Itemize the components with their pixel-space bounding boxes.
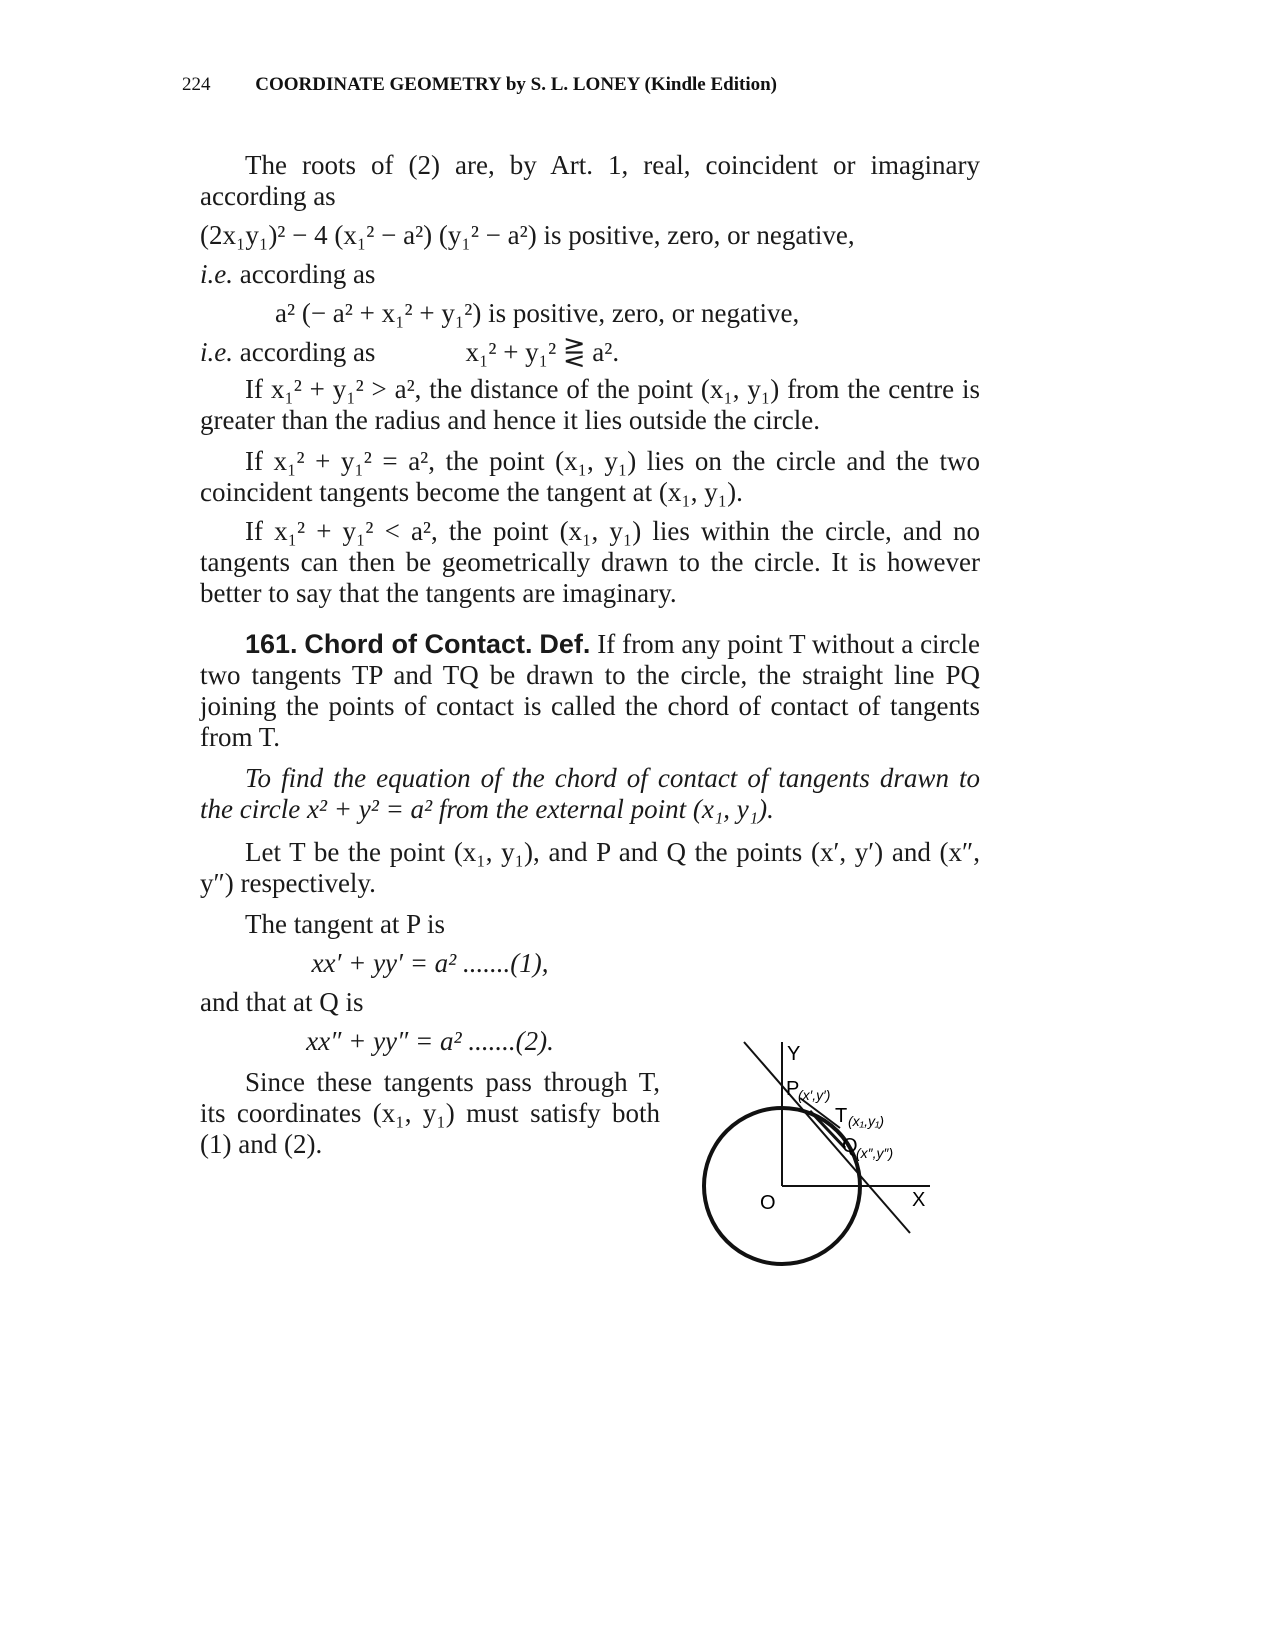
page-header (182, 74, 777, 96)
page-number: 224 (182, 74, 211, 95)
equation-discriminant: (2x₁y₁)² − 4 (x₁² − a²) (y₁² − a²) is positive, zero, or negative, (200, 220, 855, 250)
equation-1: xx′ + yy′ = a² .......(1), (311, 948, 549, 978)
label-t: T (835, 1105, 848, 1127)
definition-text: If from any point T without a circle two tangents TP and TQ be drawn to the circle, the straight line PQ joining the points of contact is called the chord of contact of tangents from T. (200, 629, 981, 752)
paragraph-satisfy: Since these tangents pass through T, its coordinates (x₁, y₁) must satisfy both (1) and (2). (200, 1067, 660, 1159)
chord-of-contact-figure (700, 1038, 990, 1288)
ie-text-2: according as (233, 337, 376, 367)
equation-2: xx″ + yy″ = a² .......(2). (306, 1026, 554, 1056)
paragraph-outside: If x₁² + y₁² > a², the distance of the point (x₁, y₁) from the centre is greater than the radius and hence it lies outside the circle. (200, 374, 980, 435)
paragraph-within: If x₁² + y₁² < a², the point (x₁, y₁) lies within the circle, and no tangents can then be geometrically drawn to the circle. It is however better to say that the tangents are imaginary. (200, 516, 980, 608)
label-t-coord: (x₁,y₁) (848, 1113, 885, 1129)
section-def: Def. (539, 629, 591, 659)
section-161 (200, 629, 980, 753)
paragraph-roots: The roots of (2) are, by Art. 1, real, coincident or imaginary according as (200, 150, 980, 211)
ie-text: according as (233, 259, 376, 289)
label-q: Q (842, 1135, 858, 1157)
page-body (200, 150, 980, 1160)
tangent-at-q: and that at Q is (200, 987, 364, 1017)
running-title: COORDINATE GEOMETRY by S. L. LONEY (Kindle Edition) (255, 74, 777, 95)
ie-line-2 (200, 337, 980, 368)
label-y: Y (787, 1043, 801, 1065)
ie-abbrev-2: i.e. (200, 337, 233, 367)
tangent-at-p: The tangent at P is (245, 909, 445, 939)
label-p-coord: (x′,y′) (798, 1087, 831, 1103)
label-p: P (786, 1078, 800, 1100)
label-o: O (760, 1192, 776, 1214)
problem-statement: To find the equation of the chord of contact of tangents drawn to the circle x² + y² = a² from the external point (x₁, y₁). (200, 763, 980, 824)
section-title: Chord of Contact. (304, 629, 533, 659)
label-q-coord: (x″,y″) (856, 1145, 894, 1161)
label-x: X (912, 1189, 926, 1211)
ie-abbrev: i.e. (200, 259, 233, 289)
proof-column (200, 909, 660, 1160)
paragraph-on-circle: If x₁² + y₁² = a², the point (x₁, y₁) lies on the circle and the two coincident tangents become the tangent at (x₁, y₁). (200, 446, 980, 507)
inequality: x₁² + y₁² ⋛ a². (465, 337, 620, 367)
figure-svg (700, 1038, 990, 1288)
section-number: 161. (245, 629, 298, 659)
ie-line-1 (200, 259, 980, 290)
equation-simplified: a² (− a² + x₁² + y₁²) is positive, zero, or negative, (275, 298, 800, 328)
paragraph-let: Let T be the point (x₁, y₁), and P and Q the points (x′, y′) and (x″, y″) respectively. (200, 837, 980, 898)
